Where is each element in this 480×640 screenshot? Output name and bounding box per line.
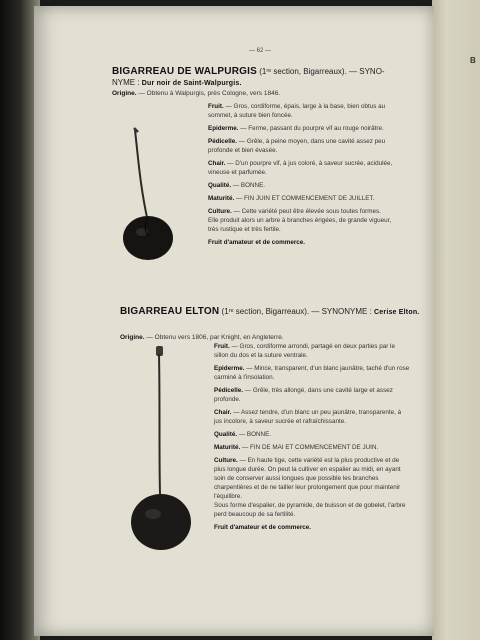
culture-extra: Elle produit alors un arbre à branches érigées, de grande vigueur, très rustique et très fertile. (208, 217, 392, 233)
field-label-pedicelle: Pédicelle. (208, 138, 238, 145)
field-label-culture: Culture. (214, 457, 238, 464)
field-label-chair: Chair. (214, 409, 232, 416)
field-text-epiderme: — Mince, transparent, d'un blanc jaunâtre, taché d'un rose carminé à l'insolation. (214, 365, 410, 381)
field-label-pedicelle: Pédicelle. (214, 387, 244, 394)
field-text-qualite: — BONNE. (237, 431, 272, 438)
use-note: Fruit d'amateur et de commerce. (208, 239, 306, 246)
field-label-fruit: Fruit. (214, 343, 230, 350)
field-label-maturite: Maturité. (214, 444, 241, 451)
field-text-culture: — En haute tige, cette variété est la plus productive et de plus longue durée. On peut la cultiver en espalier au midi, en ayant soin de conserver aussi longues que possible les branches charpentières et de ne tailler leur prolongement que pour maintenir l'équilibre. (214, 457, 401, 500)
field-label-epiderme: Epiderme. (208, 125, 239, 132)
facing-page-text: B (470, 56, 476, 65)
field-text-maturite: — FIN JUIN ET COMMENCEMENT DE JUILLET. (234, 195, 375, 202)
page-number: — 62 — (249, 48, 272, 54)
synonym: Dur noir de Saint-Walpurgis. (141, 80, 242, 87)
field-text-fruit: — Gros, cordiforme arrondi, partagé en deux parties par le sillon du dos et la suture ventrale. (214, 343, 395, 359)
field-text-epiderme: — Ferme, passant du pourpre vif au rouge noirâtre. (238, 125, 384, 132)
facing-page-edge (432, 0, 480, 640)
field-label-qualite: Qualité. (208, 182, 232, 189)
description-walpurgis (208, 102, 398, 251)
field-text-pedicelle: — Grêle, à peine moyen, dans une cavité assez peu profonde et bien évasée. (208, 138, 386, 154)
book-page (34, 6, 434, 636)
variety-name: BIGARREAU DE WALPURGIS (112, 66, 257, 77)
synonym: Cerise Elton. (374, 309, 420, 316)
variety-name: BIGARREAU ELTON (120, 306, 220, 317)
synonym-label: NYME : (112, 78, 142, 87)
field-text-chair: — D'un pourpre vif, à jus coloré, à saveur sucrée, acidulée, vineuse et parfumée. (208, 160, 393, 176)
origin-line (112, 90, 412, 97)
field-label-qualite: Qualité. (214, 431, 238, 438)
use-note: Fruit d'amateur et de commerce. (214, 524, 312, 531)
field-text-qualite: — BONNE. (231, 182, 266, 189)
origin-text: — Obtenu vers 1806, par Knight, en Angleterre. (144, 334, 284, 341)
field-text-chair: — Assez tendre, d'un blanc un peu jaunâtre, transparente, à jus incolore, à saveur sucrée et rafraîchissante. (214, 409, 402, 425)
field-text-culture: — Cette variété peut être élevée sous toutes formes. (231, 208, 381, 215)
origin-line (120, 334, 420, 341)
field-label-fruit: Fruit. (208, 103, 224, 110)
entry-heading-walpurgis (112, 66, 412, 89)
field-text-pedicelle: — Grêle, très allongé, dans une cavité large et assez profonde. (214, 387, 393, 403)
cherry-illustration-elton (128, 344, 198, 564)
variety-section: (1ʳᵉ section, Bigarreaux). — SYNO- (259, 67, 385, 76)
field-label-culture: Culture. (208, 208, 232, 215)
field-text-maturite: — FIN DE MAI ET COMMENCEMENT DE JUIN. (240, 444, 379, 451)
field-label-epiderme: Epiderme. (214, 365, 245, 372)
origin-label: Origine. (120, 334, 145, 341)
description-elton (214, 342, 410, 536)
origin-label: Origine. (112, 90, 137, 97)
field-label-chair: Chair. (208, 160, 226, 167)
cherry-illustration-walpurgis (114, 126, 184, 266)
field-text-fruit: — Gros, cordiforme, épais, large à la base, bien obtus au sommet, à suture bien foncée. (208, 103, 386, 119)
entry-heading-elton (120, 306, 420, 318)
variety-section: (1ʳᵉ section, Bigarreaux). — SYNONYME : (221, 307, 375, 316)
field-label-maturite: Maturité. (208, 195, 235, 202)
culture-extra: Sous forme d'espalier, de pyramide, de buisson et de gobelet, l'arbre perd beaucoup de sa fertilité. (214, 502, 406, 518)
origin-text: — Obtenu à Walpurgis, près Cologne, vers 1846. (136, 90, 281, 97)
